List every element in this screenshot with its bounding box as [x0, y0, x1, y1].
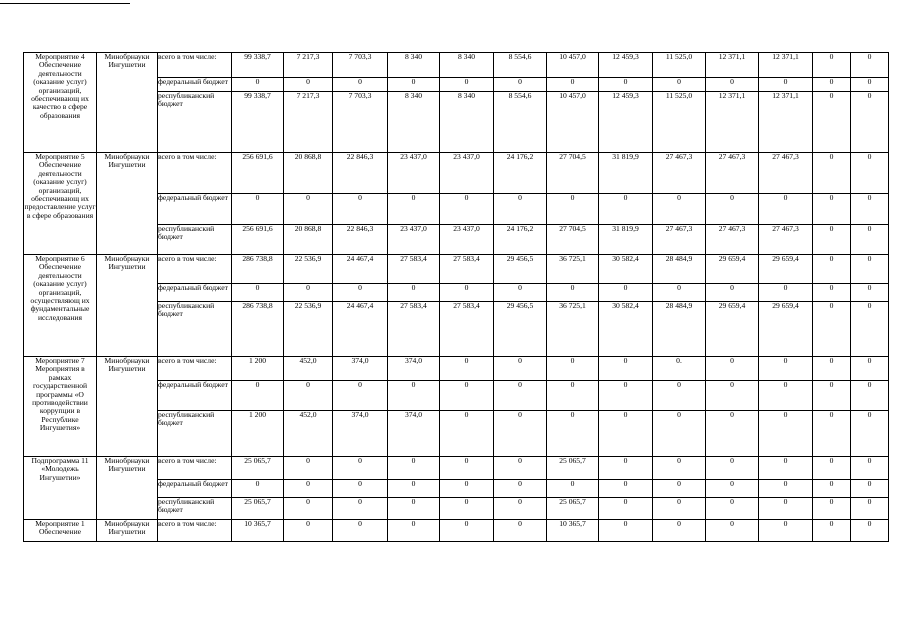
- value-cell: 0: [440, 284, 494, 302]
- value-cell: 0: [813, 457, 851, 480]
- value-cell: 28 484,9: [653, 255, 706, 284]
- value-cell: 0: [284, 480, 333, 498]
- value-cell: 0: [388, 480, 440, 498]
- value-cell: 0: [547, 411, 599, 457]
- value-cell: 24 176,2: [494, 153, 547, 194]
- value-cell: 0: [494, 457, 547, 480]
- value-cell: 0: [440, 480, 494, 498]
- value-cell: 0: [851, 225, 889, 255]
- value-cell: 0: [599, 284, 653, 302]
- value-cell: 12 371,1: [759, 53, 813, 78]
- value-cell: 8 340: [440, 92, 494, 153]
- funding-source-cell: всего в том числе:: [158, 520, 232, 542]
- value-cell: 0: [813, 153, 851, 194]
- value-cell: 0.: [653, 357, 706, 381]
- value-cell: 0: [759, 284, 813, 302]
- table-body: [24, 53, 889, 542]
- value-cell: 8 340: [440, 53, 494, 78]
- funding-source-cell: республиканский бюджет: [158, 411, 232, 457]
- value-cell: 0: [706, 381, 759, 411]
- value-cell: 374,0: [388, 411, 440, 457]
- value-cell: 0: [653, 411, 706, 457]
- value-cell: 0: [706, 194, 759, 225]
- value-cell: 0: [333, 457, 388, 480]
- value-cell: 0: [759, 498, 813, 520]
- value-cell: 0: [851, 53, 889, 78]
- value-cell: 0: [388, 284, 440, 302]
- value-cell: 0: [440, 520, 494, 542]
- value-cell: 0: [388, 78, 440, 92]
- value-cell: 256 691,6: [232, 153, 284, 194]
- value-cell: 27 467,3: [706, 153, 759, 194]
- funding-source-cell: всего в том числе:: [158, 255, 232, 284]
- value-cell: 29 659,4: [759, 255, 813, 284]
- value-cell: 27 467,3: [653, 225, 706, 255]
- value-cell: 11 525,0: [653, 92, 706, 153]
- measure-name: Мероприятие 5 Обеспечение деятельности (оказание услуг) организаций, обеспечивающ их предоставление услуг в сфере образования: [24, 153, 97, 255]
- value-cell: 27 467,3: [759, 225, 813, 255]
- value-cell: 0: [599, 498, 653, 520]
- value-cell: 0: [851, 520, 889, 542]
- value-cell: 29 456,5: [494, 255, 547, 284]
- value-cell: 0: [333, 78, 388, 92]
- funding-source-cell: федеральный бюджет: [158, 480, 232, 498]
- value-cell: 10 457,0: [547, 53, 599, 78]
- value-cell: 0: [494, 381, 547, 411]
- value-cell: 0: [851, 480, 889, 498]
- value-cell: 0: [547, 284, 599, 302]
- value-cell: 0: [547, 78, 599, 92]
- value-cell: 0: [653, 381, 706, 411]
- value-cell: 0: [494, 194, 547, 225]
- value-cell: 0: [813, 357, 851, 381]
- value-cell: 29 659,4: [759, 302, 813, 357]
- value-cell: 0: [653, 480, 706, 498]
- value-cell: 0: [494, 284, 547, 302]
- value-cell: 374,0: [388, 357, 440, 381]
- value-cell: 0: [232, 284, 284, 302]
- value-cell: 0: [706, 411, 759, 457]
- value-cell: 0: [759, 480, 813, 498]
- funding-source-cell: всего в том числе:: [158, 153, 232, 194]
- value-cell: 0: [284, 457, 333, 480]
- value-cell: 0: [440, 194, 494, 225]
- value-cell: 0: [440, 457, 494, 480]
- value-cell: 22 846,3: [333, 153, 388, 194]
- value-cell: 0: [494, 520, 547, 542]
- value-cell: 0: [284, 194, 333, 225]
- value-cell: 0: [653, 78, 706, 92]
- value-cell: 20 868,8: [284, 225, 333, 255]
- value-cell: 27 467,3: [759, 153, 813, 194]
- value-cell: 0: [599, 78, 653, 92]
- value-cell: 0: [851, 457, 889, 480]
- value-cell: 0: [813, 255, 851, 284]
- value-cell: 0: [547, 194, 599, 225]
- value-cell: 22 536,9: [284, 255, 333, 284]
- executor-cell: Минобрнауки Ингушетии: [97, 457, 158, 520]
- value-cell: 27 467,3: [706, 225, 759, 255]
- value-cell: 0: [759, 194, 813, 225]
- table-row: [24, 520, 889, 542]
- value-cell: 0: [440, 411, 494, 457]
- value-cell: 0: [232, 480, 284, 498]
- table-row: [24, 153, 889, 194]
- funding-source-cell: федеральный бюджет: [158, 381, 232, 411]
- value-cell: 23 437,0: [388, 153, 440, 194]
- value-cell: 23 437,0: [440, 153, 494, 194]
- value-cell: 0: [388, 520, 440, 542]
- value-cell: 0: [440, 498, 494, 520]
- value-cell: 12 371,1: [706, 53, 759, 78]
- value-cell: 27 704,5: [547, 225, 599, 255]
- value-cell: 20 868,8: [284, 153, 333, 194]
- value-cell: 0: [813, 284, 851, 302]
- value-cell: 0: [232, 194, 284, 225]
- value-cell: 0: [813, 53, 851, 78]
- funding-source-cell: федеральный бюджет: [158, 284, 232, 302]
- value-cell: 0: [851, 92, 889, 153]
- value-cell: 0: [851, 411, 889, 457]
- value-cell: 0: [851, 284, 889, 302]
- value-cell: 7 703,3: [333, 92, 388, 153]
- value-cell: 0: [284, 78, 333, 92]
- value-cell: 0: [440, 78, 494, 92]
- value-cell: 27 704,5: [547, 153, 599, 194]
- value-cell: 0: [851, 302, 889, 357]
- value-cell: 0: [759, 381, 813, 411]
- executor-cell: Минобрнауки Ингушетии: [97, 153, 158, 255]
- value-cell: 0: [813, 520, 851, 542]
- funding-source-cell: республиканский бюджет: [158, 92, 232, 153]
- value-cell: 0: [599, 480, 653, 498]
- value-cell: 0: [388, 498, 440, 520]
- value-cell: 0: [813, 498, 851, 520]
- value-cell: 0: [494, 480, 547, 498]
- value-cell: 29 456,5: [494, 302, 547, 357]
- funding-source-cell: всего в том числе:: [158, 53, 232, 78]
- value-cell: 24 176,2: [494, 225, 547, 255]
- value-cell: 0: [759, 357, 813, 381]
- value-cell: 8 340: [388, 53, 440, 78]
- value-cell: 7 217,3: [284, 92, 333, 153]
- value-cell: 25 065,7: [547, 498, 599, 520]
- scan-mark: [0, 3, 130, 4]
- value-cell: 0: [333, 520, 388, 542]
- value-cell: 0: [813, 194, 851, 225]
- value-cell: 0: [851, 153, 889, 194]
- executor-cell: Минобрнауки Ингушетии: [97, 520, 158, 542]
- budget-table: [23, 52, 889, 542]
- value-cell: 0: [440, 381, 494, 411]
- value-cell: 0: [813, 480, 851, 498]
- value-cell: 8 554,6: [494, 53, 547, 78]
- value-cell: 23 437,0: [440, 225, 494, 255]
- value-cell: 0: [706, 78, 759, 92]
- value-cell: 12 459,3: [599, 92, 653, 153]
- measure-name: Мероприятие 1 Обеспечение: [24, 520, 97, 542]
- value-cell: 0: [851, 78, 889, 92]
- value-cell: 0: [599, 520, 653, 542]
- value-cell: 0: [653, 457, 706, 480]
- value-cell: 0: [388, 381, 440, 411]
- value-cell: 0: [653, 520, 706, 542]
- value-cell: 27 467,3: [653, 153, 706, 194]
- value-cell: 0: [547, 357, 599, 381]
- value-cell: 25 065,7: [232, 498, 284, 520]
- value-cell: 0: [599, 357, 653, 381]
- value-cell: 0: [494, 357, 547, 381]
- value-cell: 0: [547, 480, 599, 498]
- value-cell: 24 467,4: [333, 255, 388, 284]
- value-cell: 1 200: [232, 357, 284, 381]
- value-cell: 0: [388, 457, 440, 480]
- value-cell: 0: [759, 520, 813, 542]
- value-cell: 23 437,0: [388, 225, 440, 255]
- value-cell: 0: [851, 194, 889, 225]
- value-cell: 0: [232, 381, 284, 411]
- value-cell: 0: [813, 92, 851, 153]
- value-cell: 0: [599, 457, 653, 480]
- executor-cell: Минобрнауки Ингушетии: [97, 357, 158, 457]
- value-cell: 24 467,4: [333, 302, 388, 357]
- value-cell: 0: [388, 194, 440, 225]
- value-cell: 22 846,3: [333, 225, 388, 255]
- value-cell: 12 371,1: [759, 92, 813, 153]
- value-cell: 0: [653, 498, 706, 520]
- value-cell: 31 819,9: [599, 153, 653, 194]
- value-cell: 0: [706, 457, 759, 480]
- measure-name: Мероприятие 6 Обеспечение деятельности (оказание услуг) организаций, осуществляющ их фундаментальные исследования: [24, 255, 97, 357]
- value-cell: 0: [706, 284, 759, 302]
- value-cell: 0: [759, 457, 813, 480]
- funding-source-cell: всего в том числе:: [158, 357, 232, 381]
- table-row: [24, 457, 889, 480]
- value-cell: 0: [706, 357, 759, 381]
- value-cell: 8 554,6: [494, 92, 547, 153]
- value-cell: 0: [706, 498, 759, 520]
- value-cell: 27 583,4: [440, 302, 494, 357]
- value-cell: 0: [813, 411, 851, 457]
- value-cell: 0: [851, 357, 889, 381]
- value-cell: 0: [440, 357, 494, 381]
- value-cell: 10 457,0: [547, 92, 599, 153]
- table-row: [24, 357, 889, 381]
- value-cell: 286 738,8: [232, 302, 284, 357]
- value-cell: 0: [813, 225, 851, 255]
- value-cell: 29 659,4: [706, 255, 759, 284]
- value-cell: 0: [851, 498, 889, 520]
- value-cell: 0: [599, 411, 653, 457]
- value-cell: 25 065,7: [232, 457, 284, 480]
- value-cell: 0: [494, 78, 547, 92]
- funding-source-cell: республиканский бюджет: [158, 302, 232, 357]
- executor-cell: Минобрнауки Ингушетии: [97, 53, 158, 153]
- value-cell: 0: [813, 381, 851, 411]
- value-cell: 8 340: [388, 92, 440, 153]
- value-cell: 0: [813, 78, 851, 92]
- funding-source-cell: федеральный бюджет: [158, 78, 232, 92]
- value-cell: 374,0: [333, 411, 388, 457]
- executor-cell: Минобрнауки Ингушетии: [97, 255, 158, 357]
- value-cell: 0: [333, 480, 388, 498]
- value-cell: 0: [706, 480, 759, 498]
- table-row: [24, 53, 889, 78]
- value-cell: 10 365,7: [547, 520, 599, 542]
- value-cell: 0: [232, 78, 284, 92]
- value-cell: 27 583,4: [440, 255, 494, 284]
- value-cell: 0: [284, 284, 333, 302]
- funding-source-cell: всего в том числе:: [158, 457, 232, 480]
- value-cell: 30 582,4: [599, 255, 653, 284]
- value-cell: 452,0: [284, 411, 333, 457]
- value-cell: 22 536,9: [284, 302, 333, 357]
- measure-name: Подпрограмма 11 «Молодежь Ингушетии»: [24, 457, 97, 520]
- value-cell: 0: [284, 520, 333, 542]
- value-cell: 31 819,9: [599, 225, 653, 255]
- value-cell: 99 338,7: [232, 53, 284, 78]
- funding-source-cell: республиканский бюджет: [158, 498, 232, 520]
- value-cell: 0: [599, 381, 653, 411]
- value-cell: 0: [759, 411, 813, 457]
- value-cell: 0: [851, 381, 889, 411]
- value-cell: 452,0: [284, 357, 333, 381]
- value-cell: 0: [851, 255, 889, 284]
- value-cell: 27 583,4: [388, 302, 440, 357]
- value-cell: 374,0: [333, 357, 388, 381]
- value-cell: 0: [599, 194, 653, 225]
- value-cell: 12 459,3: [599, 53, 653, 78]
- value-cell: 0: [284, 381, 333, 411]
- funding-source-cell: республиканский бюджет: [158, 225, 232, 255]
- value-cell: 7 217,3: [284, 53, 333, 78]
- value-cell: 0: [653, 194, 706, 225]
- value-cell: 25 065,7: [547, 457, 599, 480]
- value-cell: 0: [494, 498, 547, 520]
- value-cell: 36 725,1: [547, 255, 599, 284]
- value-cell: 36 725,1: [547, 302, 599, 357]
- value-cell: 7 703,3: [333, 53, 388, 78]
- value-cell: 286 738,8: [232, 255, 284, 284]
- value-cell: 0: [333, 284, 388, 302]
- value-cell: 0: [706, 520, 759, 542]
- value-cell: 11 525,0: [653, 53, 706, 78]
- measure-name: Мероприятие 7 Мероприятия в рамках государственной программы «О противодействии коррупции в Республике Ингушетия»: [24, 357, 97, 457]
- value-cell: 0: [284, 498, 333, 520]
- value-cell: 0: [494, 411, 547, 457]
- funding-source-cell: федеральный бюджет: [158, 194, 232, 225]
- value-cell: 0: [547, 381, 599, 411]
- value-cell: 29 659,4: [706, 302, 759, 357]
- value-cell: 0: [653, 284, 706, 302]
- value-cell: 30 582,4: [599, 302, 653, 357]
- table-row: [24, 255, 889, 284]
- value-cell: 10 365,7: [232, 520, 284, 542]
- measure-name: Мероприятие 4 Обеспечение деятельности (оказание услуг) организаций, обеспечивающ их качество в сфере образования: [24, 53, 97, 153]
- value-cell: 1 200: [232, 411, 284, 457]
- value-cell: 0: [759, 78, 813, 92]
- value-cell: 12 371,1: [706, 92, 759, 153]
- value-cell: 28 484,9: [653, 302, 706, 357]
- value-cell: 27 583,4: [388, 255, 440, 284]
- value-cell: 0: [333, 194, 388, 225]
- value-cell: 0: [333, 498, 388, 520]
- value-cell: 99 338,7: [232, 92, 284, 153]
- value-cell: 0: [813, 302, 851, 357]
- value-cell: 256 691,6: [232, 225, 284, 255]
- value-cell: 0: [333, 381, 388, 411]
